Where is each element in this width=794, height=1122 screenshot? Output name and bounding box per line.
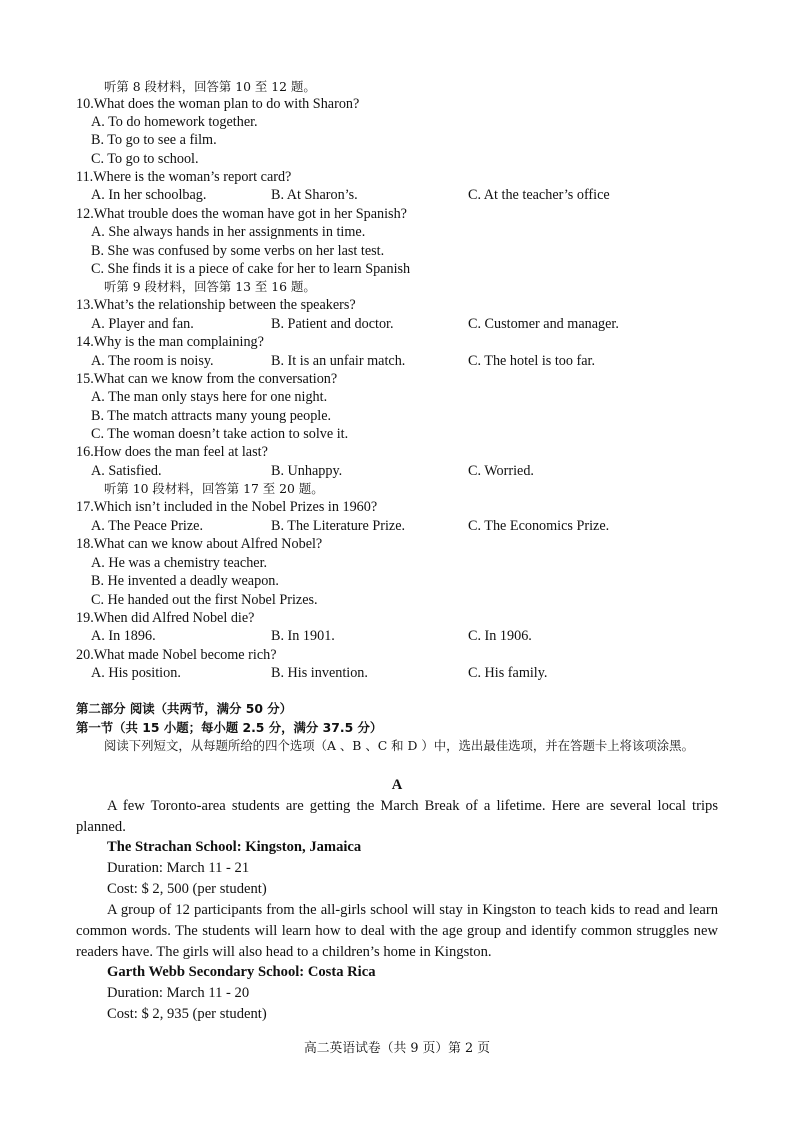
trip-2-cost: Cost: $ 2, 935 (per student)	[107, 1006, 267, 1022]
question-19-stem: 19.When did Alfred Nobel die?	[76, 610, 255, 626]
question-17-option-b: B. The Literature Prize.	[271, 518, 406, 534]
passage-label: A	[391, 777, 403, 793]
trip-1-cost: Cost: $ 2, 500 (per student)	[107, 881, 267, 897]
question-17-stem: 17.Which isn’t included in the Nobel Prizes in 1960?	[76, 499, 378, 515]
question-12-option-c: C. She finds it is a piece of cake for her to learn Spanish	[91, 261, 411, 277]
question-15-stem: 15.What can we know from the conversation?	[76, 371, 338, 387]
question-18-option-a: A. He was a chemistry teacher.	[91, 555, 268, 571]
question-18-stem: 18.What can we know about Alfred Nobel?	[76, 536, 323, 552]
question-13-option-b: B. Patient and doctor.	[271, 316, 394, 332]
question-18-option-c: C. He handed out the first Nobel Prizes.	[91, 592, 318, 608]
question-16-option-c: C. Worried.	[468, 463, 534, 479]
question-20-option-c: C. His family.	[468, 665, 548, 681]
question-19-option-b: B. In 1901.	[271, 628, 335, 644]
question-15-option-a: A. The man only stays here for one night.	[91, 389, 328, 405]
question-11-stem: 11.Where is the woman’s report card?	[76, 169, 292, 185]
question-17-option-c: C. The Economics Prize.	[468, 518, 610, 534]
question-15-option-b: B. The match attracts many young people.	[91, 408, 332, 424]
page-footer: 高二英语试卷（共 9 页）第 2 页	[303, 1041, 491, 1056]
segment-9-instruction: 听第 9 段材料，回答第 13 至 16 题。	[104, 279, 316, 294]
question-16-stem: 16.How does the man feel at last?	[76, 444, 268, 460]
question-16-option-a: A. Satisfied.	[91, 463, 162, 479]
question-10-option-c: C. To go to school.	[91, 151, 199, 167]
question-19-option-c: C. In 1906.	[468, 628, 532, 644]
question-11-option-a: A. In her schoolbag.	[91, 187, 207, 203]
question-16-option-b: B. Unhappy.	[271, 463, 343, 479]
question-14-option-a: A. The room is noisy.	[91, 353, 214, 369]
passage-intro: A few Toronto-area students are getting the March Break of a lifetime. Here are several local trips planned.	[76, 798, 718, 835]
question-10-option-a: A. To do homework together.	[91, 114, 258, 130]
trip-1-duration: Duration: March 11 - 21	[107, 860, 250, 876]
question-20-option-a: A. His position.	[91, 665, 181, 681]
reading-instructions: 阅读下列短文，从每题所给的四个选项（A 、B 、C 和 D ）中，选出最佳选项，并在答题卡上将该项涂黑。	[104, 738, 694, 753]
section-one-title: 第一节（共 15 小题；每小题 2.5 分，满分 37.5 分）	[76, 720, 383, 735]
question-15-option-c: C. The woman doesn’t take action to solve it.	[91, 426, 349, 442]
question-14-stem: 14.Why is the man complaining?	[76, 334, 264, 350]
segment-10-instruction: 听第 10 段材料，回答第 17 至 20 题。	[104, 481, 324, 496]
question-20-option-b: B. His invention.	[271, 665, 368, 681]
question-10-stem: 10.What does the woman plan to do with Sharon?	[76, 96, 360, 112]
question-11-option-c: C. At the teacher’s office	[468, 187, 610, 203]
question-19-option-a: A. In 1896.	[91, 628, 156, 644]
question-13-option-c: C. Customer and manager.	[468, 316, 619, 332]
question-18-option-b: B. He invented a deadly weapon.	[91, 573, 279, 589]
question-12-stem: 12.What trouble does the woman have got in her Spanish?	[76, 206, 407, 222]
question-20-stem: 20.What made Nobel become rich?	[76, 647, 277, 663]
trip-1-description: A group of 12 participants from the all-girls school will stay in Kingston to teach kids to read and learn common words. The students will learn how to deal with the age group and identify common struggles new readers have. The girls will also head to a children’s home in Kingston.	[76, 902, 718, 960]
question-13-option-a: A. Player and fan.	[91, 316, 194, 332]
trip-2-duration: Duration: March 11 - 20	[107, 985, 250, 1001]
question-17-option-a: A. The Peace Prize.	[91, 518, 204, 534]
question-11-option-b: B. At Sharon’s.	[271, 187, 358, 203]
question-14-option-b: B. It is an unfair match.	[271, 353, 406, 369]
question-13-stem: 13.What’s the relationship between the speakers?	[76, 297, 356, 313]
question-14-option-c: C. The hotel is too far.	[468, 353, 596, 369]
question-12-option-a: A. She always hands in her assignments in time.	[91, 224, 366, 240]
trip-2-title: Garth Webb Secondary School: Costa Rica	[107, 964, 376, 980]
question-10-option-b: B. To go to see a film.	[91, 132, 217, 148]
trip-1-title: The Strachan School: Kingston, Jamaica	[107, 839, 362, 855]
question-12-option-b: B. She was confused by some verbs on her last test.	[91, 243, 385, 259]
part-two-title: 第二部分 阅读（共两节，满分 50 分）	[76, 701, 293, 716]
segment-8-instruction: 听第 8 段材料，回答第 10 至 12 题。	[104, 79, 316, 94]
